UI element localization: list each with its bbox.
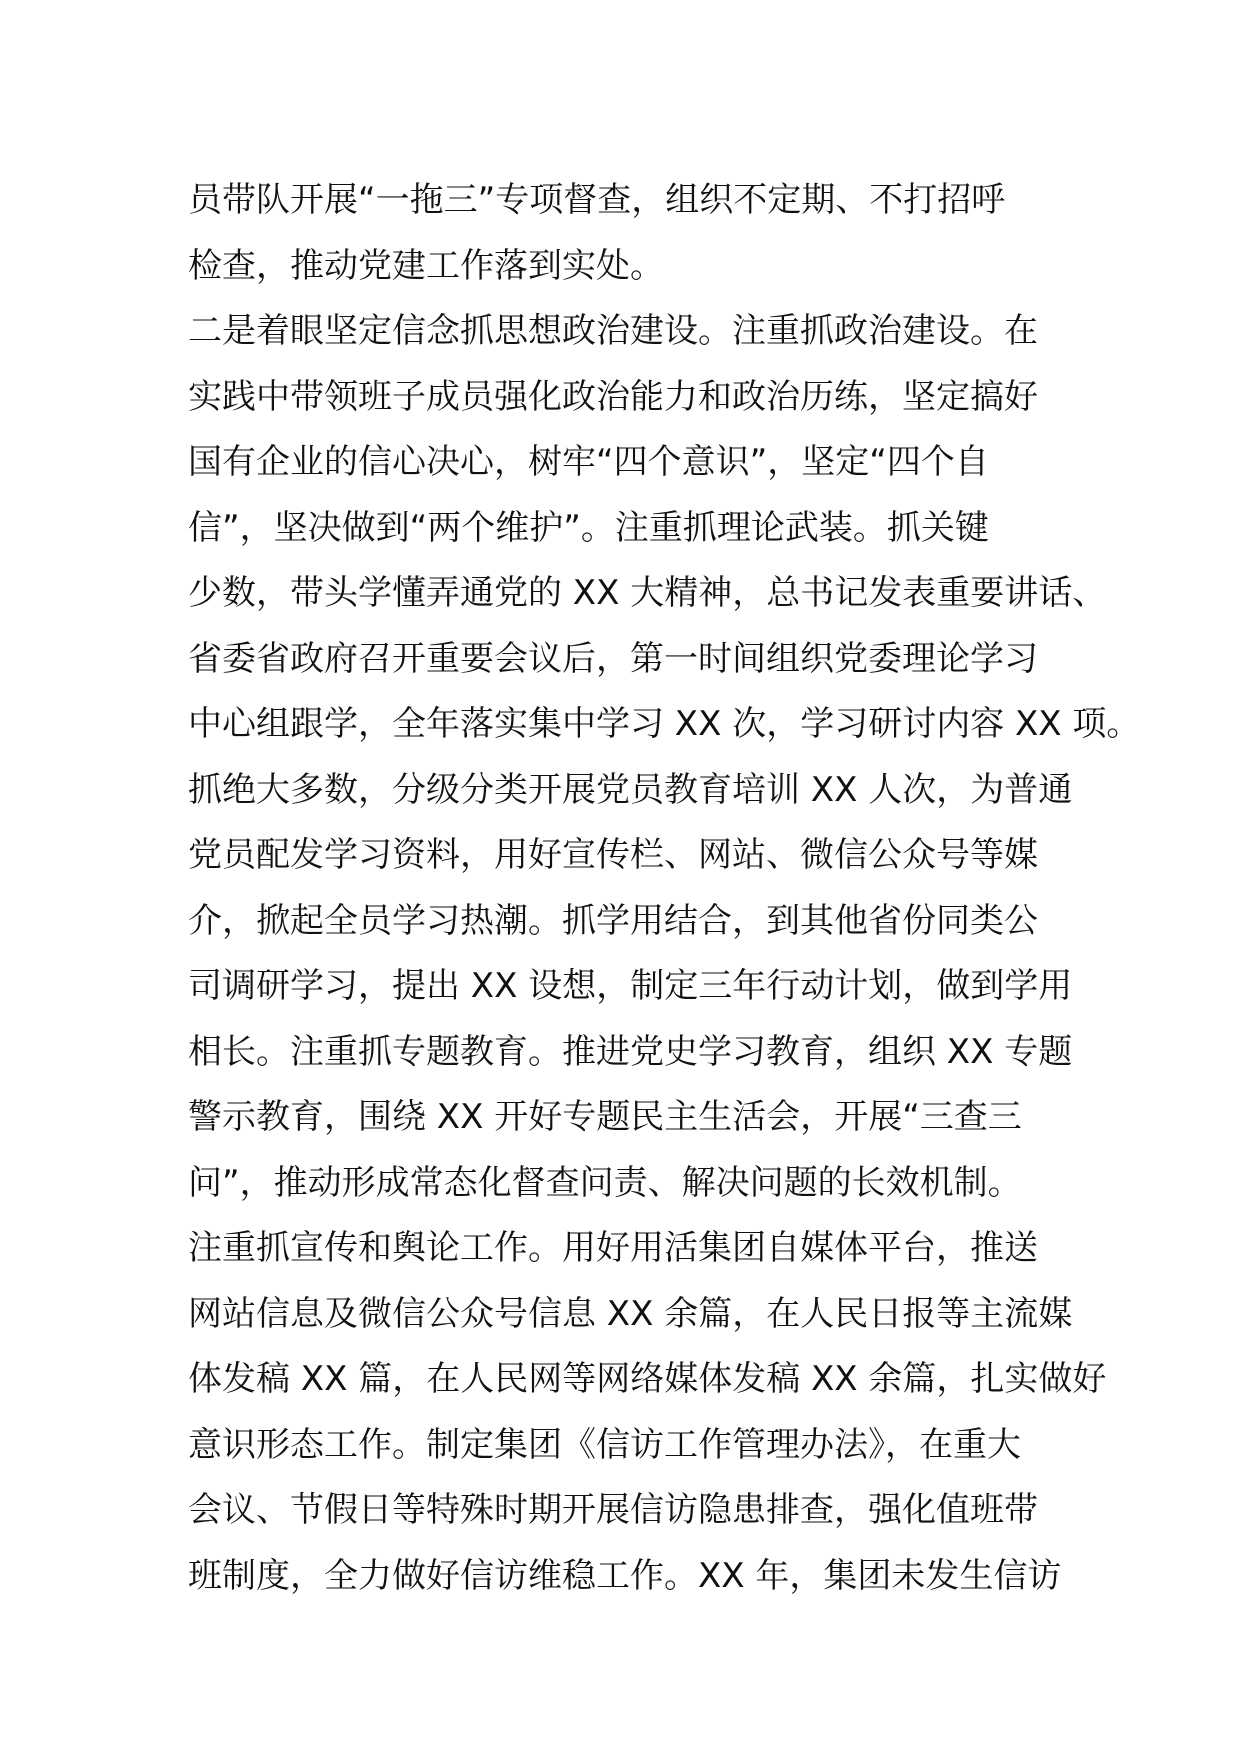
- text-line-14: 相长。注重抓专题教育。推进党史学习教育，组织 XX 专题: [188, 1031, 1073, 1072]
- text-line-1: 员带队开展“一拖三”专项督查，组织不定期、不打招呼: [188, 180, 1006, 220]
- text-line-16: 问”，推动形成常态化督查问责、解决问题的长效机制。: [188, 1162, 1022, 1203]
- text-line-22: 班制度，全力做好信访维稳工作。XX 年，集团未发生信访: [188, 1555, 1062, 1596]
- text-line-18: 网站信息及微信公众号信息 XX 余篇，在人民日报等主流媒: [188, 1293, 1073, 1334]
- text-line-7: 少数，带头学懂弄通党的 XX 大精神，总书记发表重要讲话、: [188, 573, 1107, 613]
- text-line-17: 注重抓宣传和舆论工作。用好用活集团自媒体平台，推送: [188, 1228, 1038, 1268]
- text-line-9: 中心组跟学，全年落实集中学习 XX 次，学习研讨内容 XX 项。: [188, 704, 1141, 744]
- document-body: [188, 168, 1141, 1609]
- text-line-5: 国有企业的信心决心，树牢“四个意识”，坚定“四个自: [188, 442, 989, 482]
- text-line-21: 会议、节假日等特殊时期开展信访隐患排查，强化值班带: [188, 1490, 1038, 1530]
- text-line-11: 党员配发学习资料，用好宣传栏、网站、微信公众号等媒: [188, 835, 1038, 875]
- text-line-10: 抓绝大多数，分级分类开展党员教育培训 XX 人次，为普通: [188, 769, 1073, 810]
- text-line-12: 介，掀起全员学习热潮。抓学用结合，到其他省份同类公: [188, 900, 1038, 941]
- text-line-6: 信”，坚决做到“两个维护”。注重抓理论武装。抓关键: [188, 507, 989, 548]
- text-line-20: 意识形态工作。制定集团《信访工作管理办法》，在重大: [188, 1424, 1021, 1465]
- text-line-19: 体发稿 XX 篇，在人民网等网络媒体发稿 XX 余篇，扎实做好: [188, 1359, 1107, 1399]
- text-line-3: 二是着眼坚定信念抓思想政治建设。注重抓政治建设。在: [188, 311, 1038, 351]
- text-line-15: 警示教育，围绕 XX 开好专题民主生活会，开展“三查三: [188, 1097, 1022, 1137]
- text-line-13: 司调研学习，提出 XX 设想，制定三年行动计划，做到学用: [188, 966, 1073, 1006]
- text-line-4: 实践中带领班子成员强化政治能力和政治历练，坚定搞好: [188, 376, 1038, 417]
- text-line-8: 省委省政府召开重要会议后，第一时间组织党委理论学习: [188, 638, 1038, 679]
- text-line-2: 检查，推动党建工作落到实处。: [188, 245, 664, 286]
